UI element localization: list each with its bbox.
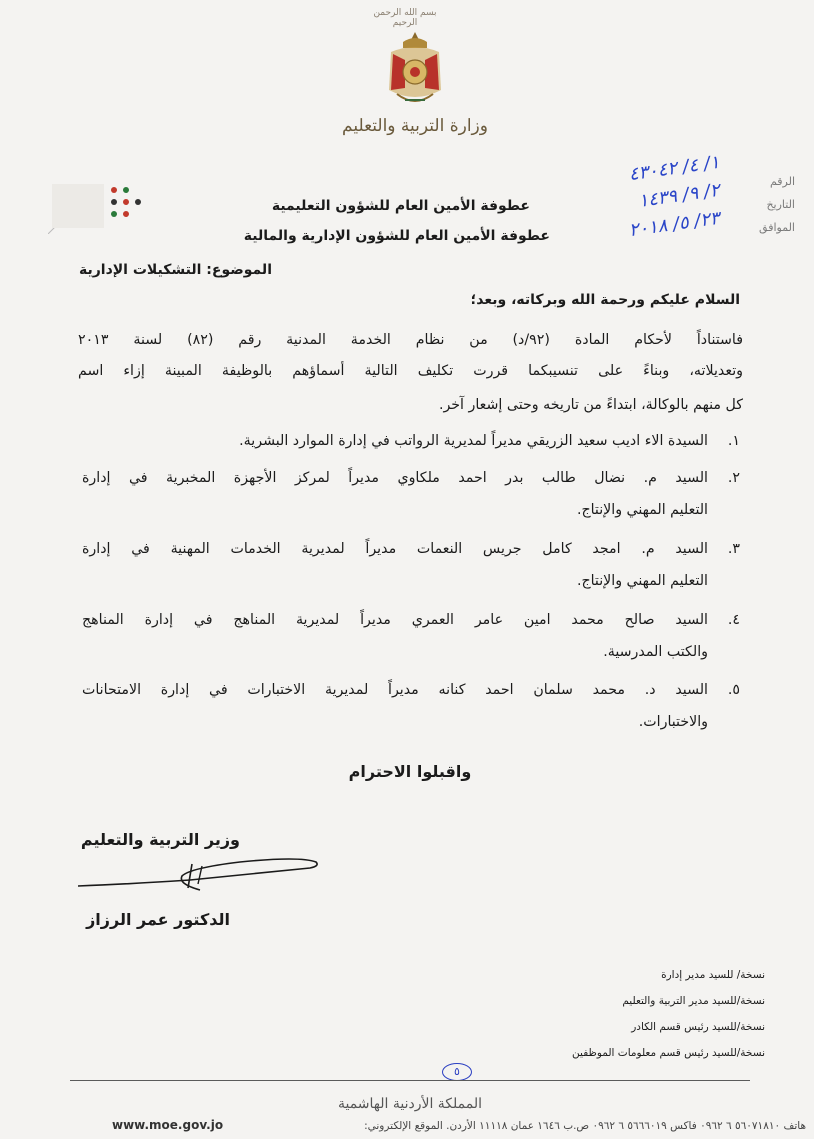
page-number: ٥ xyxy=(442,1063,472,1081)
list-item: السيد صالح محمد امين عامر العمري مديراً لمديرية المناهج في إدارة المناهج xyxy=(82,612,708,628)
item-number: ٥. xyxy=(727,682,740,698)
footer-divider xyxy=(70,1080,750,1081)
list-item-cont: والاختبارات. xyxy=(638,714,708,730)
meta-date-label: التاريخ xyxy=(766,198,795,211)
ministry-name: وزارة التربية والتعليم xyxy=(342,116,488,136)
kingdom-name: المملكة الأردنية الهاشمية xyxy=(337,1096,483,1112)
cc-line: نسخة/للسيد رئيس قسم الكادر xyxy=(631,1021,765,1033)
recipient-1: عطوفة الأمين العام للشؤون التعليمية xyxy=(271,198,530,214)
signature-icon xyxy=(70,850,330,898)
centenary-badge-icon xyxy=(48,180,144,234)
website-link[interactable]: www.moe.gov.jo xyxy=(112,1118,224,1132)
list-item: السيدة الاء اديب سعيد الزريقي مديراً لمديرية الرواتب في إدارة الموارد البشرية. xyxy=(239,433,708,449)
list-item: السيد م. نضال طالب بدر احمد ملكاوي مديراً لمركز الأجهزة المخبرية في إدارة xyxy=(82,470,708,486)
item-number: ١. xyxy=(727,433,740,449)
list-item-cont: التعليم المهني والإنتاج. xyxy=(576,573,708,589)
jordan-emblem-icon xyxy=(383,30,447,110)
cc-line: نسخة/للسيد مدير التربية والتعليم xyxy=(622,995,765,1007)
item-number: ٢. xyxy=(727,470,740,486)
body-line-1: فاستناداً لأحكام المادة (٩٢/د) من نظام الخدمة المدنية رقم (٨٢) لسنة ٢٠١٣ xyxy=(78,332,744,348)
body-line-3: كل منهم بالوكالة، ابتداءً من تاريخه وحتى إشعار آخر. xyxy=(438,397,743,413)
meta-number-label: الرقم xyxy=(769,175,795,188)
list-item: السيد د. محمد سلمان احمد كنانه مديراً لمديرية الاختبارات في إدارة الامتحانات xyxy=(82,682,708,698)
footer-contact: هاتف ٥٦٠٧١٨١٠ ٦ ٠٩٦٢ فاكس ٥٦٦٦٠١٩ ٦ ٠٩٦٢ ص.ب ١٦٤٦ عمان ١١١١٨ الأردن. الموقع الإلكتروني: xyxy=(364,1120,806,1132)
handwritten-hijri-date: ٢/ ٩/ ١٤٣٩ xyxy=(637,179,721,212)
meta-corresponding-label: الموافق xyxy=(759,221,795,234)
body-line-2: وتعديلاته، وبناءً على تنسيبكما قررت تكليف التالية أسماؤهم بالوظيفة المبينة إزاء اسم xyxy=(78,363,743,379)
minister-name: الدكتور عمر الرزاز xyxy=(86,910,230,929)
item-number: ٤. xyxy=(727,612,740,628)
greeting: السلام عليكم ورحمة الله وبركاته، وبعد؛ xyxy=(470,292,740,308)
item-number: ٣. xyxy=(727,541,740,557)
cc-line: نسخة/ للسيد مدير إدارة xyxy=(661,969,765,981)
list-item: السيد م. امجد كامل جريس النعمات مديراً لمديرية الخدمات المهنية في إدارة xyxy=(82,541,708,557)
handwritten-gregorian-date: ٢٣/ ٥/ ٢٠١٨ xyxy=(627,207,721,242)
list-item-cont: والكتب المدرسية. xyxy=(603,644,708,660)
basmala: بسم الله الرحمن الرحيم xyxy=(373,8,437,28)
handwritten-number: ١/ ٤/ ٤٣٠٤٢ xyxy=(627,151,721,186)
list-item-cont: التعليم المهني والإنتاج. xyxy=(576,502,708,518)
recipient-2: عطوفة الأمين العام للشؤون الإدارية والمالية xyxy=(243,228,550,244)
cc-line: نسخة/للسيد رئيس قسم معلومات الموظفين xyxy=(572,1047,765,1059)
subject-line: الموضوع: التشكيلات الإدارية xyxy=(78,262,272,278)
closing-line: واقبلوا الاحترام xyxy=(348,762,472,781)
minister-title: وزير التربية والتعليم xyxy=(80,830,240,849)
